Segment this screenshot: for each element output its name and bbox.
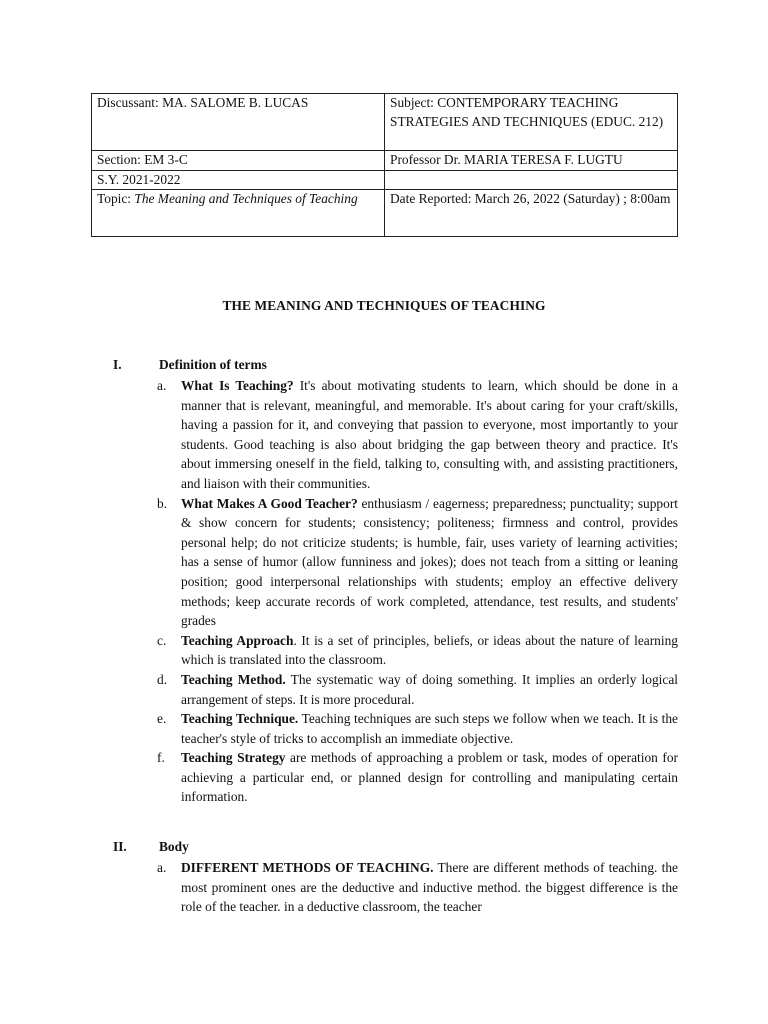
section-2-numeral: II. — [113, 839, 127, 854]
list-item-text: . It is a set of principles, beliefs, or ideas about the nature of learning which is translated into the classroom. — [181, 632, 678, 668]
section-2-title: Body — [159, 839, 189, 854]
list-item-marker: b. — [157, 495, 168, 511]
list-item-text: Teaching techniques are such steps we follow when we teach. It is the teacher's style of tricks to accomplish an immediate objective. — [181, 711, 678, 746]
list-item-text: The systematic way of doing something. It implies an orderly logical arrangement of steps. It is more procedural. — [181, 671, 678, 707]
list-item — [157, 748, 678, 807]
list-item — [157, 494, 678, 631]
section-2-list — [157, 858, 678, 917]
list-item — [157, 670, 678, 709]
list-item-term: Teaching Strategy — [181, 750, 286, 766]
list-item-text: enthusiasm / eagerness; preparedness; punctuality; support & show concern for students; consistency; politeness; firmness and control, provides personal help; do not criticize students; is humble, fair, uses variety of learning activities; has a sense of humor (allow funniness and jokes); does not teach from a sitting or leaning position; good interpersonal relationships with students; employ an effective delivery methods; keep accurate records of work completed, attendance, test results, and students' grades — [181, 495, 678, 629]
list-item-term: What Makes A Good Teacher? — [181, 495, 358, 511]
list-item-text: are methods of approaching a problem or task, modes of operation for achieving a particular end, or planned design for controlling and manipulating certain information. — [181, 750, 679, 805]
list-item-term: DIFFERENT METHODS OF TEACHING. — [181, 860, 434, 875]
topic-cell — [92, 190, 385, 237]
date-reported-cell: Date Reported: March 26, 2022 (Saturday) ; 8:00am — [385, 190, 678, 237]
list-item — [157, 376, 678, 494]
discussant-cell: Discussant: MA. SALOME B. LUCAS — [92, 94, 385, 151]
section-1-title: Definition of terms — [159, 357, 267, 372]
list-item — [157, 631, 678, 670]
list-item-marker: a. — [157, 860, 167, 875]
list-item-term: What Is Teaching? — [181, 378, 294, 393]
list-item-marker: c. — [157, 632, 167, 648]
topic-value: The Meaning and Techniques of Teaching — [134, 191, 358, 206]
document-title: THE MEANING AND TECHNIQUES OF TEACHING — [222, 298, 546, 313]
professor-cell: Professor Dr. MARIA TERESA F. LUGTU — [385, 151, 678, 171]
list-item-term: Teaching Technique. — [181, 711, 299, 727]
section-1-numeral: I. — [113, 357, 122, 372]
list-item-marker: f. — [157, 750, 165, 766]
list-item-text: There are different methods of teaching. the most prominent ones are the deductive and inductive method. the biggest difference is the role of the teacher. in a deductive classroom, the teacher — [181, 860, 678, 915]
section-cell: Section: EM 3-C — [92, 151, 385, 171]
list-item-marker: e. — [157, 711, 167, 727]
header-info-table — [91, 93, 678, 237]
list-item-term: Teaching Approach — [181, 632, 294, 648]
list-item-text: It's about motivating students to learn, which should be done in a manner that is relevant, meaningful, and memorable. It's about caring for your craft/skills, having a passion for it, and conveying that passion to everyone, most importantly to your students. Good teaching is also about bridging the gap between theory and practice. It's about immersing oneself in the field, talking to, consulting with, and assisting practitioners, and liaison with their communities. — [181, 378, 678, 491]
list-item-marker: d. — [157, 671, 168, 687]
list-item — [157, 709, 678, 748]
section-1-list — [157, 376, 678, 807]
list-item — [157, 858, 678, 917]
school-year-cell: S.Y. 2021-2022 — [92, 170, 385, 190]
list-item-term: Teaching Method. — [181, 671, 286, 687]
topic-label: Topic: — [97, 191, 135, 206]
empty-cell — [385, 170, 678, 190]
subject-cell: Subject: CONTEMPORARY TEACHING STRATEGIES AND TECHNIQUES (EDUC. 212) — [385, 94, 678, 151]
list-item-marker: a. — [157, 378, 167, 393]
